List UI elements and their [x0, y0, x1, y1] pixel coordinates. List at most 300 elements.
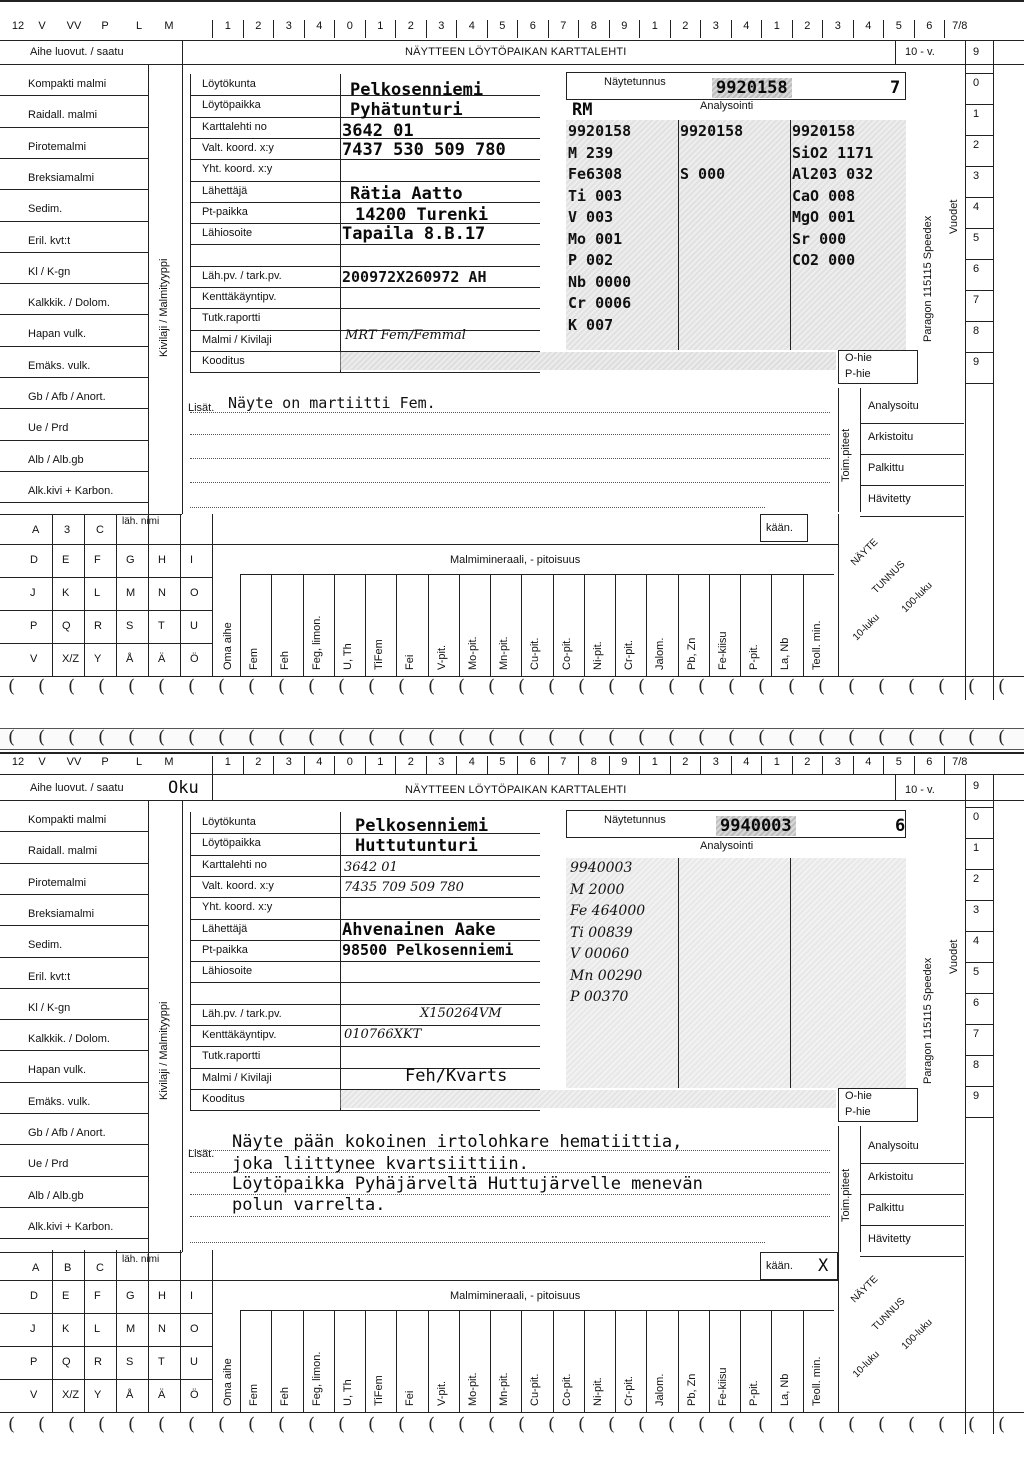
right-column-number: 2: [973, 139, 980, 151]
letter-grid-cell: Ä: [158, 653, 166, 665]
punch-hole: (: [518, 727, 526, 748]
punch-hole: (: [758, 1414, 766, 1435]
header-number: 2: [670, 756, 701, 774]
analysointi-label: Analysointi: [700, 840, 754, 852]
header-number: 1: [639, 20, 670, 38]
right-num-divider: [965, 259, 993, 260]
tutk-label: Tutk.raportti: [202, 312, 261, 325]
malmi-value: MRT Fem/Femmal: [345, 328, 466, 343]
letter-a: A: [32, 524, 40, 536]
header-number: 8: [578, 20, 609, 38]
mineral-col-divider: [334, 1310, 335, 1412]
mineral-col-divider: [615, 574, 616, 676]
tunnus-suffix: 7: [890, 78, 901, 98]
rock-type-label: Kalkkik. / Dolom.: [28, 1033, 110, 1046]
letter-grid-cell: X/Z: [62, 653, 80, 665]
rock-type-label: Hapan vulk.: [28, 328, 87, 341]
rock-row-divider: [0, 221, 148, 222]
mineral-col-divider: [771, 574, 772, 676]
analysis-cell: 9920158: [680, 122, 744, 140]
rock-type-label: Alk.kivi + Karbon.: [28, 1220, 114, 1233]
punch-hole: (: [818, 727, 826, 748]
analysis-cell: Mo 001: [568, 229, 623, 248]
lisat-label: Lisät.: [188, 1148, 215, 1160]
punch-hole: (: [338, 676, 346, 697]
rock-row-divider: [0, 831, 148, 832]
header-letter: VV: [66, 756, 82, 768]
right-num-divider: [965, 135, 993, 136]
lisat-line-1: Näyte pään kokoinen irtolohkare hematiittia,: [232, 1132, 683, 1152]
letter-grid-cell: U: [190, 1356, 198, 1368]
rock-row-divider: [0, 957, 148, 958]
naytetunnus-label: Näytetunnus: [604, 814, 666, 826]
lahiosoite-label: Lähiosoite: [202, 965, 253, 978]
punch-hole: (: [68, 676, 76, 697]
letter-grid-col: [148, 514, 149, 676]
rock-row-divider: [0, 1019, 148, 1020]
punch-hole: (: [668, 676, 676, 697]
mineral-col-divider: [490, 1310, 491, 1412]
rock-row-divider: [0, 346, 148, 347]
right-num-divider: [965, 383, 993, 384]
phie-label: P-hie: [845, 368, 871, 380]
right-column-number: 4: [973, 935, 980, 947]
lisat-label: Lisät.: [188, 402, 215, 414]
letter-grid-cell: L: [94, 587, 101, 599]
header-number: 4: [853, 20, 884, 38]
mineral-label: Fem: [248, 1384, 260, 1406]
punch-hole: (: [368, 676, 376, 697]
letter-grid-cell: T: [158, 620, 165, 632]
header-number: 1: [639, 756, 670, 774]
mineral-label: La, Nb: [779, 1373, 792, 1406]
naytetunnus-label: Näytetunnus: [604, 76, 666, 88]
rock-type-label: Eril. kvt:t: [28, 234, 71, 247]
mineral-col-divider: [334, 574, 335, 676]
header-number: 5: [487, 756, 518, 774]
field-divider: [190, 982, 540, 983]
header-number: 4: [731, 756, 762, 774]
loytokunta-value: Pelkosenniemi: [355, 816, 489, 836]
mineral-col-divider: [771, 1310, 772, 1412]
mineral-label: Mn-pit.: [498, 636, 511, 670]
mineral-col-divider: [365, 574, 366, 676]
lisat-value: Näyte on martiitti Fem.: [228, 394, 436, 412]
mineral-col-divider: [678, 1310, 679, 1412]
letter-grid-cell: R: [94, 620, 102, 632]
mineral-col-divider: [678, 574, 679, 676]
malmi-label: Malmi / Kivilaji: [202, 333, 272, 346]
header-letter: VV: [66, 20, 82, 32]
punch-hole: (: [998, 727, 1006, 748]
malmi-label: Malmi / Kivilaji: [202, 1071, 272, 1084]
punch-hole: (: [188, 676, 196, 697]
mineral-col-divider: [396, 574, 397, 676]
letter-grid-cell: E: [62, 1290, 70, 1302]
analysis-cell: MgO 001: [792, 208, 856, 226]
analysis-cell: Ti 003: [568, 186, 623, 205]
rock-type-label: Sedim.: [28, 939, 63, 952]
header-number: 7: [548, 20, 579, 38]
punch-hole: (: [428, 676, 436, 697]
analysis-cell: V 00060: [570, 946, 630, 962]
mineral-col-divider: [428, 1310, 429, 1412]
header-number: 4: [853, 756, 884, 774]
kaan-label: kään.: [766, 522, 793, 534]
mineral-label: Feh: [279, 651, 292, 670]
punch-hole: (: [608, 676, 616, 697]
nayte-diag: NÄYTE: [848, 536, 881, 569]
analysis-cell: Fe 464000: [570, 903, 646, 919]
rock-row-divider: [0, 1082, 148, 1083]
mineral-label: Fei: [404, 1390, 417, 1406]
field-divider: [190, 372, 540, 373]
rock-type-label: Alb / Alb.gb: [28, 1189, 84, 1202]
header-number: 3: [273, 20, 304, 38]
analysis-cell: P 002: [568, 251, 614, 269]
status-divider: [860, 485, 964, 486]
punch-hole: (: [128, 727, 136, 748]
10-luku-diag: 10-luku: [850, 612, 882, 643]
punch-hole: (: [968, 1414, 976, 1435]
punch-hole: (: [398, 727, 406, 748]
kooditus-label: Kooditus: [202, 1092, 245, 1105]
analysis-cell: Fe6308: [568, 165, 623, 183]
header-number: 7: [548, 756, 579, 774]
punch-hole: (: [848, 727, 856, 748]
punch-hole: (: [518, 676, 526, 697]
status-label: Hävitetty: [868, 1233, 911, 1245]
letter-grid-col: [84, 1250, 85, 1412]
letter-grid-cell: J: [30, 587, 36, 599]
valt-label: Valt. koord. x:y: [202, 879, 274, 892]
mineral-label: P-pit.: [748, 1380, 761, 1406]
header-row: [0, 754, 1024, 774]
punch-hole: (: [8, 727, 16, 748]
punch-hole: (: [638, 1414, 646, 1435]
mineral-col-divider: [803, 574, 804, 676]
letter-grid-cell: Ä: [158, 1389, 166, 1401]
lahpv-label: Läh.pv. / tark.pv.: [202, 1007, 282, 1020]
form-title: NÄYTTEEN LÖYTÖPAIKAN KARTTALEHTI: [405, 784, 627, 796]
letter-grid-cell: M: [126, 587, 136, 599]
lahpv-value: X150264VM: [420, 1006, 502, 1021]
letter-grid-cell: J: [30, 1323, 36, 1335]
analysis-cell: 9940003: [570, 860, 633, 876]
punch-hole: (: [698, 727, 706, 748]
karttalehti-label: Karttalehti no: [202, 120, 267, 133]
right-num-divider: [965, 900, 993, 901]
mineral-label: Cr-pit.: [623, 640, 636, 670]
mineral-label: Feh: [279, 1387, 292, 1406]
ptpaikka-value: 98500 Pelkosenniemi: [342, 941, 514, 959]
rock-row-divider: [0, 1207, 148, 1208]
header-number: 5: [487, 20, 518, 38]
analysis-cell: Ti 00839: [570, 924, 633, 941]
punch-hole: (: [998, 676, 1006, 697]
card-1: [0, 0, 1024, 706]
punch-hole: (: [578, 676, 586, 697]
lahettaja-label: Lähettäjä: [202, 922, 248, 935]
letter-grid-cell: N: [158, 587, 166, 599]
right-column-number: 6: [973, 263, 980, 275]
punch-hole: (: [278, 727, 286, 748]
header-number: 1: [212, 20, 243, 38]
header-number: 3: [822, 20, 853, 38]
right-num-divider: [965, 73, 993, 74]
header-letter: V: [38, 20, 46, 32]
letter-grid-cell: G: [126, 554, 135, 566]
lahettaja-label: Lähettäjä: [202, 184, 248, 197]
right-column-number: 1: [973, 108, 980, 120]
analysis-cell: K 007: [568, 315, 614, 334]
punch-hole: (: [968, 727, 976, 748]
mineral-label: La, Nb: [779, 637, 792, 670]
mineral-label: Ni-pit.: [591, 641, 604, 670]
tunnus-suffix: 6: [895, 816, 906, 836]
mineral-col-divider: [428, 574, 429, 676]
right-num-divider: [965, 104, 993, 105]
vuodet-label: Vuodet: [948, 199, 960, 234]
punch-hole: (: [488, 1414, 496, 1435]
rock-type-label: Gb / Afb / Anort.: [28, 391, 106, 403]
header-number: 0: [334, 756, 365, 774]
field-divider: [190, 244, 540, 245]
rock-row-divider: [0, 377, 148, 378]
mineral-col-divider: [521, 1310, 522, 1412]
status-label: Arkistoitu: [868, 431, 914, 443]
rock-type-label: Kalkkik. / Dolom.: [28, 297, 110, 310]
punch-hole: (: [218, 676, 226, 697]
lahpv-value: 200972X260972 AH: [342, 268, 487, 286]
analysis-cell: Cr 0006: [568, 294, 632, 312]
punch-hole: (: [398, 1414, 406, 1435]
punch-hole: (: [968, 676, 976, 697]
mineral-label: Jalom.: [654, 1373, 667, 1406]
punch-hole: (: [338, 1414, 346, 1435]
analysis-cell: SiO2 1171: [792, 143, 874, 162]
analysis-cell: 9920158: [568, 122, 632, 140]
right-num-divider: [965, 993, 993, 994]
header-number: 6: [914, 756, 945, 774]
right-column-number: 9: [973, 46, 980, 58]
kentta-label: Kenttäkäyntipv.: [202, 291, 277, 303]
punch-hole: (: [668, 727, 676, 748]
punch-hole: (: [578, 1414, 586, 1435]
lahettaja-value: Ahvenainen Aake: [342, 920, 496, 940]
loytopaikka-label: Löytöpaikka: [202, 837, 261, 850]
right-num-divider: [965, 352, 993, 353]
field-divider: [190, 308, 540, 309]
10-luku-diag: 10-luku: [850, 1349, 882, 1380]
mineral-label: U, Th: [341, 1379, 354, 1406]
card-2: [0, 752, 1024, 1458]
paragon-label: Paragon 115115 Speedex: [922, 957, 934, 1084]
punch-hole: (: [308, 727, 316, 748]
rock-type-label: Emäks. vulk.: [28, 359, 91, 372]
mineral-col-divider: [271, 1310, 272, 1412]
punch-hole: (: [68, 1414, 76, 1435]
rock-row-divider: [0, 988, 148, 989]
mineral-label: Co-pit.: [560, 1373, 573, 1406]
letter-grid-cell: Å: [126, 1389, 134, 1401]
letter-grid-col: [116, 514, 117, 676]
punch-hole: (: [908, 727, 916, 748]
oma-aihe-label: Oma aihe: [222, 622, 234, 670]
mineral-label: Pb, Zn: [685, 1373, 698, 1406]
mineral-col-divider: [740, 1310, 741, 1412]
letter-grid-cell: M: [126, 1323, 136, 1335]
right-num-divider: [965, 869, 993, 870]
header-letter: P: [101, 20, 109, 32]
punch-hole: (: [8, 1414, 16, 1435]
header-number: 4: [456, 756, 487, 774]
punch-hole: (: [188, 1414, 196, 1435]
100-luku-diag: 100-luku: [899, 1317, 935, 1352]
mineral-label: V-pit.: [435, 1380, 448, 1406]
punch-hole: (: [698, 1414, 706, 1435]
rock-row-divider: [0, 283, 148, 284]
punch-hole: (: [368, 1414, 376, 1435]
karttalehti-value: 3642 01: [344, 860, 398, 875]
field-divider: [190, 266, 540, 267]
mineral-label: Co-pit.: [560, 637, 573, 670]
valt-koord-value: 7437 530 509 780: [342, 140, 506, 160]
rock-row-divider: [0, 894, 148, 895]
ptpaikka-label: Pt-paikka: [202, 205, 248, 218]
mineral-label: Cu-pit.: [529, 1373, 542, 1406]
header-number: 1: [761, 20, 792, 38]
mineral-col-divider: [646, 1310, 647, 1412]
header-number: 4: [304, 756, 335, 774]
punch-hole: (: [338, 727, 346, 748]
ohie-label: O-hie: [845, 352, 872, 364]
rock-row-divider: [0, 502, 148, 503]
kentta-value: 010766XKT: [344, 1027, 422, 1042]
ohie-label: O-hie: [845, 1090, 872, 1102]
punch-hole: (: [218, 1414, 226, 1435]
letter-grid-cell: Q: [62, 1356, 71, 1368]
analysis-cell: Al203 032: [792, 165, 874, 183]
mineral-col-divider: [521, 574, 522, 676]
rock-type-label: Kl / K-gn: [28, 265, 71, 278]
punch-hole: (: [638, 676, 646, 697]
header-number: 2: [670, 20, 701, 38]
punch-hole: (: [938, 727, 946, 748]
analysis-cell: V 003: [568, 208, 614, 226]
lisat-line-2: joka liittynee kvartsiittiin.: [232, 1154, 529, 1174]
mineral-col-divider: [584, 574, 585, 676]
header-number: 4: [731, 20, 762, 38]
analysis-cell: Sr 000: [792, 229, 847, 248]
right-column-number: 6: [973, 997, 980, 1009]
mineral-col-divider: [553, 574, 554, 676]
right-num-divider: [965, 931, 993, 932]
header-letter: L: [135, 20, 143, 32]
field-divider: [190, 961, 540, 962]
right-column-number: 4: [973, 201, 980, 213]
header-number: 6: [517, 756, 548, 774]
kaan-label: kään.: [766, 1260, 793, 1272]
mineral-col-divider: [615, 1310, 616, 1412]
punch-hole: (: [248, 1414, 256, 1435]
letter-grid-cell: N: [158, 1323, 166, 1335]
letter-c: C: [96, 524, 104, 536]
header-number: 0: [334, 20, 365, 38]
analysis-col-divider: [678, 120, 679, 350]
header-number: 2: [792, 756, 823, 774]
status-divider: [860, 423, 964, 424]
mineral-label: Feg, limon.: [310, 1351, 323, 1406]
letter-grid-cell: P: [30, 620, 38, 632]
header-number: 5: [883, 20, 914, 38]
oma-aihe-label: Oma aihe: [222, 1358, 234, 1406]
field-divider: [190, 1110, 540, 1111]
punch-hole: (: [428, 1414, 436, 1435]
letter-grid-cell: G: [126, 1290, 135, 1302]
header-row: [0, 18, 1024, 40]
right-column-number: 9: [973, 780, 980, 792]
letter-grid-cell: H: [158, 1290, 166, 1302]
analysis-cell: M 239: [568, 143, 614, 162]
mineral-col-divider: [553, 1310, 554, 1412]
status-divider: [860, 1163, 964, 1164]
rm-value: RM: [572, 100, 593, 120]
kivilaji-vertical-label: Kivilaji / Malmityyppi: [158, 258, 170, 357]
right-num-divider: [965, 197, 993, 198]
mineral-col-divider: [459, 1310, 460, 1412]
field-divider: [190, 876, 540, 877]
naytetunnus-value: 9940003: [716, 816, 796, 836]
punch-hole: (: [878, 727, 886, 748]
mineral-label: Fe-kiisu: [716, 1367, 729, 1406]
letter-grid-cell: Q: [62, 620, 71, 632]
mineral-col-divider: [803, 1310, 804, 1412]
punch-hole: (: [548, 676, 556, 697]
header-number: 3: [426, 20, 457, 38]
right-column-number: 8: [973, 1059, 980, 1071]
ptpaikka-value: 14200 Turenki: [355, 205, 489, 225]
right-column-number: 9: [973, 1090, 980, 1102]
analysis-col-divider: [678, 858, 679, 1088]
rock-row-divider: [0, 189, 148, 190]
header-letter: 12: [11, 756, 25, 768]
right-column-number: 2: [973, 873, 980, 885]
mineral-col-divider: [459, 574, 460, 676]
header-number: 2: [395, 756, 426, 774]
punch-hole: (: [668, 1414, 676, 1435]
rock-type-label: Raidall. malmi: [28, 109, 98, 122]
punch-hole: (: [218, 727, 226, 748]
punch-hole: (: [698, 676, 706, 697]
letter-grid-cell: V: [30, 653, 38, 665]
mineral-col-divider: [490, 574, 491, 676]
letter-grid-col: [212, 1250, 213, 1412]
letter-grid-cell: Ö: [190, 1389, 199, 1401]
mineral-col-divider: [709, 1310, 710, 1412]
rock-type-label: Breksiamalmi: [28, 907, 95, 920]
punch-hole: (: [728, 676, 736, 697]
rock-row-divider: [0, 863, 148, 864]
status-label: Arkistoitu: [868, 1171, 914, 1183]
punch-hole: (: [398, 676, 406, 697]
yht-label: Yht. koord. x:y: [202, 163, 273, 176]
analysis-cell: Mn 00290: [570, 967, 643, 984]
punch-hole: (: [488, 727, 496, 748]
mineral-label: Cu-pit.: [529, 637, 542, 670]
punch-hole: (: [938, 676, 946, 697]
punch-hole: (: [98, 1414, 106, 1435]
